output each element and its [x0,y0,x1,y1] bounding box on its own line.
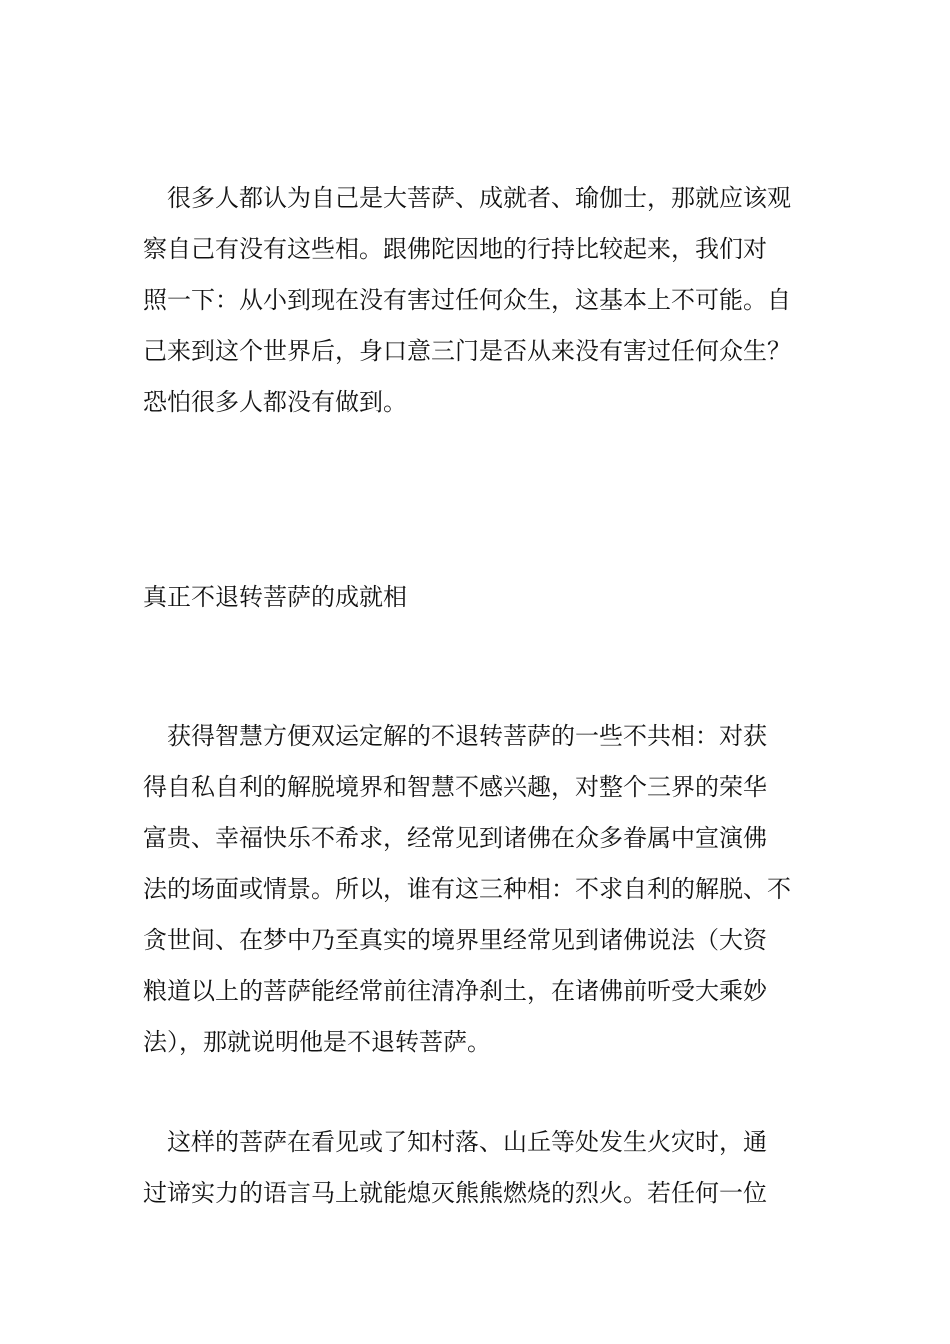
paragraph-1-line: 照一下：从小到现在没有害过任何众生，这基本上不可能。自 [143,286,791,314]
paragraph-1 [143,173,823,428]
paragraph-3-line: 这样的菩萨在看见或了知村落、山丘等处发生火灾时，通 [143,1128,767,1156]
paragraph-2-line: 法的场面或情景。所以，谁有这三种相：不求自利的解脱、不 [143,875,791,903]
paragraph-1-line: 很多人都认为自己是大菩萨、成就者、瑜伽士，那就应该观 [143,184,791,212]
paragraph-2-line: 贪世间、在梦中乃至真实的境界里经常见到诸佛说法（大资 [143,926,767,954]
paragraph-3 [143,1117,823,1219]
section-heading: 真正不退转菩萨的成就相 [143,583,407,611]
paragraph-2-line: 粮道以上的菩萨能经常前往清净刹土，在诸佛前听受大乘妙 [143,977,767,1005]
paragraph-1-line: 己来到这个世界后，身口意三门是否从来没有害过任何众生？ [143,337,791,365]
section-heading-block [143,572,823,623]
paragraph-2-line: 获得智慧方便双运定解的不退转菩萨的一些不共相：对获 [143,722,767,750]
paragraph-2-line: 富贵、幸福快乐不希求，经常见到诸佛在众多眷属中宣演佛 [143,824,767,852]
paragraph-2-line: 得自私自利的解脱境界和智慧不感兴趣，对整个三界的荣华 [143,773,767,801]
paragraph-1-line: 察自己有没有这些相。跟佛陀因地的行持比较起来，我们对 [143,235,767,263]
paragraph-2 [143,711,823,1068]
paragraph-3-line: 过谛实力的语言马上就能熄灭熊熊燃烧的烈火。若任何一位 [143,1179,767,1207]
paragraph-1-line: 恐怕很多人都没有做到。 [143,388,407,416]
paragraph-2-line: 法），那就说明他是不退转菩萨。 [143,1028,491,1056]
